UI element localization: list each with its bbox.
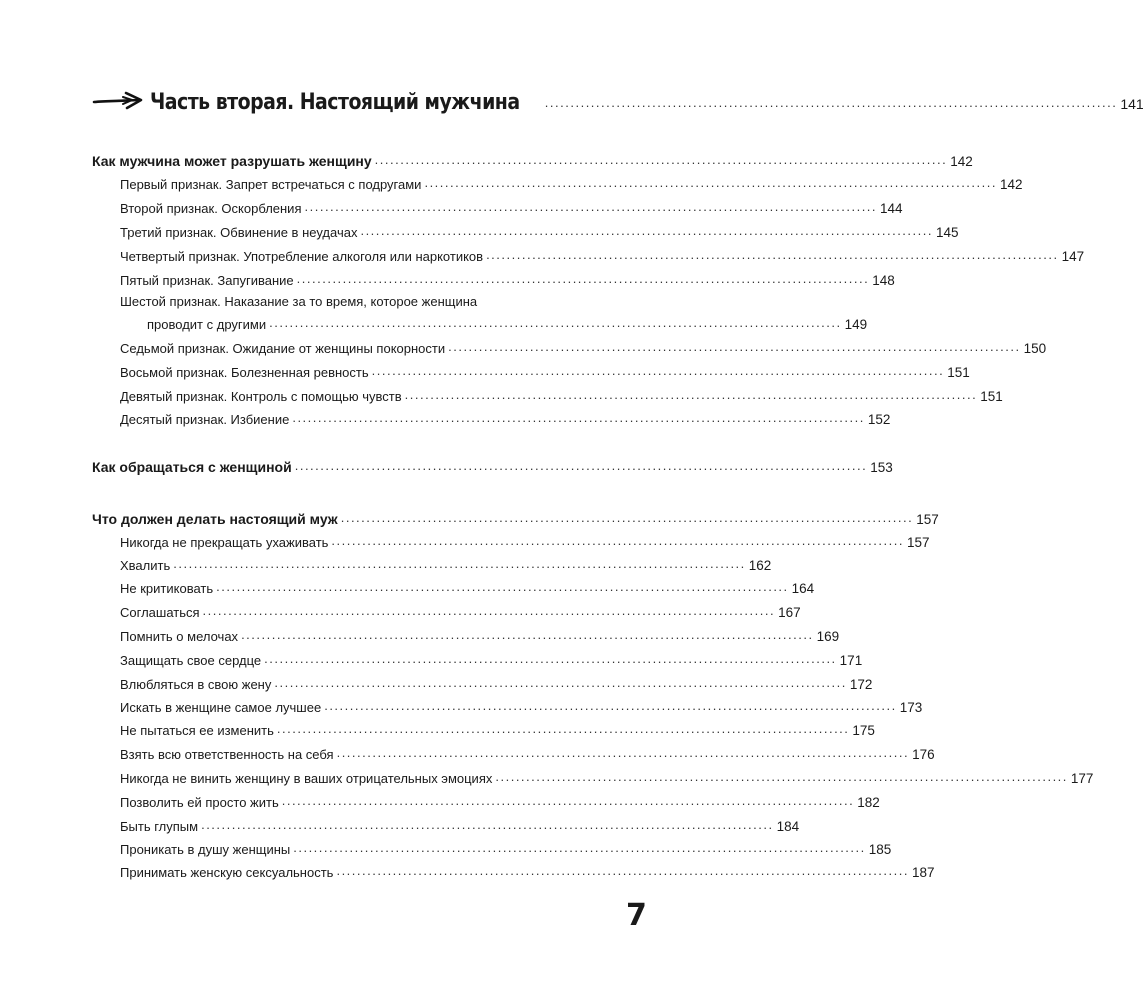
toc-entry[interactable]: [120, 768, 1094, 786]
toc-entry[interactable]: [120, 174, 1023, 192]
toc-entry[interactable]: [120, 532, 930, 550]
dot-leader: ................................................................................................................: [264, 651, 837, 666]
page-folio-number: 7: [626, 898, 647, 933]
page-number: 142: [950, 154, 973, 169]
toc-entry[interactable]: [120, 720, 875, 738]
dot-leader: ................................................................................................................: [486, 247, 1059, 262]
dot-leader: ................................................................................................................: [281, 793, 855, 808]
dot-leader: ................................................................................................................: [202, 603, 776, 618]
dot-leader: ................................................................................................................: [495, 769, 1068, 784]
page-number: 144: [880, 201, 903, 216]
toc-entry[interactable]: [120, 792, 880, 810]
dot-leader: ................................................................................................................: [424, 175, 997, 190]
page-number: 175: [852, 723, 875, 738]
page-number: 172: [849, 677, 873, 692]
entry-title: Не критиковать: [120, 581, 214, 596]
page-number: 147: [1061, 249, 1085, 264]
page-number: 164: [791, 581, 815, 596]
toc-entry[interactable]: [120, 697, 923, 715]
entry-title: Хвалить: [120, 558, 171, 573]
section-title: Что должен делать настоящий муж: [92, 511, 338, 527]
page-number: 173: [899, 700, 923, 715]
dot-leader: ................................................................................................................: [304, 199, 878, 214]
dot-leader: ................................................................................................................: [331, 533, 904, 548]
entry-title: Проникать в душу женщины: [120, 842, 291, 857]
dot-leader: ................................................................................................................: [294, 458, 868, 473]
toc-entry[interactable]: [120, 222, 959, 240]
dot-leader: ................................................................................................................: [173, 556, 746, 571]
page-number: 151: [980, 389, 1003, 404]
dot-leader: ................................................................................................................: [448, 339, 1021, 354]
entry-title: Восьмой признак. Болезненная ревность: [120, 365, 369, 380]
hand-drawn-arrow-icon: [92, 90, 144, 112]
toc-entry[interactable]: [120, 362, 970, 380]
dot-leader: ................................................................................................................: [336, 863, 909, 878]
section-title: Как мужчина может разрушать женщину: [92, 153, 372, 169]
page-number: 145: [935, 225, 959, 240]
toc-entry[interactable]: [120, 674, 873, 692]
page-number: 152: [867, 412, 891, 427]
page-number: 162: [748, 558, 772, 573]
toc-entry[interactable]: [120, 409, 891, 427]
entry-title: Принимать женскую сексуальность: [120, 865, 334, 880]
dot-leader: ................................................................................................................: [324, 698, 897, 713]
toc-entry[interactable]: [147, 314, 868, 332]
toc-entry[interactable]: [120, 270, 895, 288]
dot-leader: ................................................................................................................: [201, 817, 774, 832]
page-number: 182: [857, 795, 880, 810]
dot-leader: ................................................................................................................: [374, 152, 948, 167]
dot-leader: ................................................................................................................: [269, 315, 842, 330]
entry-title: Искать в женщине самое лучшее: [120, 700, 322, 715]
dot-leader: ................................................................................................................: [241, 627, 814, 642]
toc-entry[interactable]: [120, 602, 801, 620]
dot-leader: ................................................................................................................: [276, 721, 850, 736]
page-number: 177: [1070, 771, 1094, 786]
dot-leader: ................................................................................................................: [336, 745, 910, 760]
toc-entry[interactable]: [120, 650, 863, 668]
entry-title: Десятый признак. Избиение: [120, 412, 290, 427]
dot-leader: ................................................................................................................: [544, 95, 1118, 110]
page-number: 149: [844, 317, 868, 332]
entry-title: Влюбляться в свою жену: [120, 677, 272, 692]
dot-leader: ................................................................................................................: [340, 510, 914, 525]
entry-title: Защищать свое сердце: [120, 653, 262, 668]
toc-entry[interactable]: [120, 246, 1085, 264]
dot-leader: ................................................................................................................: [296, 271, 870, 286]
toc-section-heading[interactable]: [92, 457, 893, 475]
entry-title: Четвертый признак. Употребление алкоголя или наркотиков: [120, 249, 484, 264]
toc-entry[interactable]: [120, 626, 840, 644]
page-number: 184: [776, 819, 800, 834]
toc-section-heading[interactable]: [92, 151, 973, 169]
toc-entry[interactable]: [120, 862, 935, 880]
toc-entry[interactable]: [120, 338, 1047, 356]
entry-title: Пятый признак. Запугивание: [120, 273, 294, 288]
dot-leader: ................................................................................................................: [274, 675, 847, 690]
entry-title: Взять всю ответственность на себя: [120, 747, 334, 762]
dot-leader: ................................................................................................................: [371, 363, 945, 378]
entry-title: Седьмой признак. Ожидание от женщины покорности: [120, 341, 446, 356]
toc-entry[interactable]: [120, 816, 800, 834]
page-number: 142: [999, 177, 1023, 192]
entry-title: Быть глупым: [120, 819, 199, 834]
section-title: Как обращаться с женщиной: [92, 459, 292, 475]
entry-title: Третий признак. Обвинение в неудачах: [120, 225, 358, 240]
page-number: 151: [947, 365, 970, 380]
toc-entry[interactable]: [120, 578, 815, 596]
part-title: Часть вторая. Настоящий мужчина: [150, 90, 520, 115]
entry-title-first-line[interactable]: Шестой признак. Наказание за то время, которое женщина: [120, 294, 478, 309]
dot-leader: ................................................................................................................: [292, 410, 865, 425]
entry-title: Никогда не винить женщину в ваших отрицательных эмоциях: [120, 771, 493, 786]
page-number: 157: [916, 512, 939, 527]
entry-title: Помнить о мелочах: [120, 629, 239, 644]
page-number: 157: [906, 535, 930, 550]
entry-title: Никогда не прекращать ухаживать: [120, 535, 329, 550]
dot-leader: ................................................................................................................: [216, 579, 789, 594]
page-number: 176: [912, 747, 935, 762]
toc-entry[interactable]: [120, 839, 892, 857]
page-number: 148: [872, 273, 895, 288]
page-number: 150: [1023, 341, 1047, 356]
entry-title: Первый признак. Запрет встречаться с подругами: [120, 177, 422, 192]
dot-leader: ................................................................................................................: [360, 223, 933, 238]
page-number: 167: [778, 605, 801, 620]
page-number: 171: [839, 653, 863, 668]
dot-leader: ................................................................................................................: [293, 840, 866, 855]
entry-title: Девятый признак. Контроль с помощью чувств: [120, 389, 402, 404]
toc-entry[interactable]: [120, 198, 903, 216]
toc-entry[interactable]: [120, 555, 772, 573]
page-number: 153: [870, 460, 893, 475]
page-number: 169: [816, 629, 840, 644]
entry-title: Позволить ей просто жить: [120, 795, 279, 810]
toc-section-heading[interactable]: [92, 509, 939, 527]
toc-entry[interactable]: [120, 386, 1003, 404]
page-number: 187: [911, 865, 935, 880]
entry-title: Соглашаться: [120, 605, 200, 620]
entry-title: Не пытаться ее изменить: [120, 723, 274, 738]
page-number: 185: [868, 842, 892, 857]
entry-title: проводит с другими: [147, 317, 267, 332]
part-heading[interactable]: [92, 84, 1144, 118]
part-page-number: 141: [1120, 96, 1144, 112]
toc-entry[interactable]: [120, 744, 935, 762]
dot-leader: ................................................................................................................: [404, 387, 978, 402]
entry-title: Второй признак. Оскорбления: [120, 201, 302, 216]
